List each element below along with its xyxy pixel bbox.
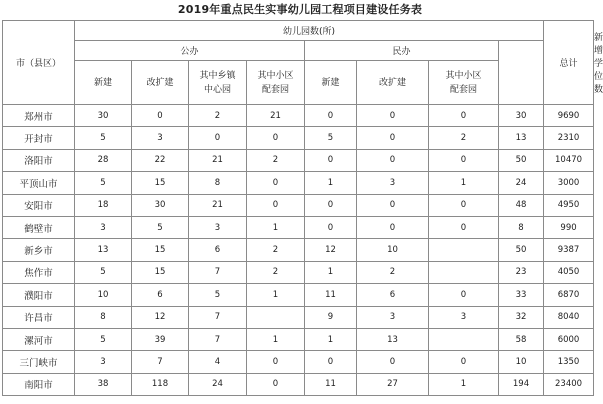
header-private-expand: 改扩建 xyxy=(357,61,429,105)
private-expand-cell: 10 xyxy=(357,239,429,261)
public-community-cell: 2 xyxy=(247,261,305,283)
city-cell: 开封市 xyxy=(3,127,75,149)
private-expand-cell: 0 xyxy=(357,216,429,238)
new-seats-cell: 6870 xyxy=(544,284,594,306)
public-community-cell: 0 xyxy=(247,172,305,194)
public-expand-cell: 3 xyxy=(132,127,189,149)
task-table: 市（县区） 幼儿园数(所) 总计 新增学位数 公办 民办 新建 改扩建 其中乡镇 中心园 其中小区 配套园 新建 改扩建 其中小区 配套园 郑州市 30 0 2 21 0 0 0 30 9690 开封市 5 3 0 0 5 0 2 13 2310 洛阳市 28 22 21 2 0 0 0 50 10470 平顶山市 5 15 8 0 1 3 1 24 3000 安阳市 18 30 21 0 0 0 0 48 4950 鹤壁市 3 5 3 1 0 0 0 8 990 新乡市 13 15 6 2 12 10 50 9387 焦作市 5 15 7 2 1 2 23 4050 濮阳市 10 6 5 1 11 6 0 33 6870 许昌市 8 12 7 9 3 3 32 8040 漯河市 5 39 7 1 1 13 58 6000 三门峡市 3 7 4 0 0 0 0 10 1350 南阳市 38 118 24 0 11 27 1 194 23400 xyxy=(2,20,594,396)
table-row xyxy=(3,284,594,306)
public-expand-cell: 118 xyxy=(132,373,189,395)
private-community-cell: 0 xyxy=(429,194,499,216)
public-community-cell: 2 xyxy=(247,149,305,171)
private-community-cell: 0 xyxy=(429,105,499,127)
public-new-cell: 28 xyxy=(75,149,132,171)
header-public-new: 新建 xyxy=(75,61,132,105)
new-seats-cell: 9690 xyxy=(544,105,594,127)
private-community-cell: 0 xyxy=(429,216,499,238)
total-cell: 33 xyxy=(499,284,544,306)
city-cell: 漯河市 xyxy=(3,328,75,350)
public-new-cell: 13 xyxy=(75,239,132,261)
new-seats-cell: 3000 xyxy=(544,172,594,194)
private-new-cell: 9 xyxy=(305,306,357,328)
header-private-new: 新建 xyxy=(305,61,357,105)
private-expand-cell: 6 xyxy=(357,284,429,306)
private-new-cell: 1 xyxy=(305,172,357,194)
public-expand-cell: 7 xyxy=(132,351,189,373)
private-community-cell: 0 xyxy=(429,284,499,306)
public-new-cell: 8 xyxy=(75,306,132,328)
public-township-cell: 6 xyxy=(189,239,247,261)
public-community-cell: 1 xyxy=(247,216,305,238)
public-township-cell: 7 xyxy=(189,306,247,328)
public-new-cell: 3 xyxy=(75,216,132,238)
private-community-cell: 0 xyxy=(429,351,499,373)
public-township-cell: 24 xyxy=(189,373,247,395)
public-township-cell: 7 xyxy=(189,328,247,350)
private-new-cell: 0 xyxy=(305,105,357,127)
private-community-cell xyxy=(429,239,499,261)
city-cell: 南阳市 xyxy=(3,373,75,395)
new-seats-cell: 4950 xyxy=(544,194,594,216)
public-expand-cell: 39 xyxy=(132,328,189,350)
private-community-cell: 0 xyxy=(429,149,499,171)
table-row xyxy=(3,328,594,350)
table-row xyxy=(3,127,594,149)
city-cell: 洛阳市 xyxy=(3,149,75,171)
new-seats-cell: 990 xyxy=(544,216,594,238)
total-cell: 32 xyxy=(499,306,544,328)
public-new-cell: 10 xyxy=(75,284,132,306)
public-expand-cell: 15 xyxy=(132,261,189,283)
public-community-cell: 0 xyxy=(247,127,305,149)
public-new-cell: 5 xyxy=(75,172,132,194)
table-row xyxy=(3,172,594,194)
public-community-cell: 21 xyxy=(247,105,305,127)
public-expand-cell: 0 xyxy=(132,105,189,127)
header-private: 民办 xyxy=(305,41,499,61)
new-seats-cell: 23400 xyxy=(544,373,594,395)
private-new-cell: 11 xyxy=(305,373,357,395)
total-cell: 24 xyxy=(499,172,544,194)
public-expand-cell: 30 xyxy=(132,194,189,216)
total-cell: 8 xyxy=(499,216,544,238)
public-township-cell: 0 xyxy=(189,127,247,149)
private-expand-cell: 2 xyxy=(357,261,429,283)
public-township-cell: 4 xyxy=(189,351,247,373)
private-community-cell: 2 xyxy=(429,127,499,149)
city-cell: 三门峡市 xyxy=(3,351,75,373)
table-row xyxy=(3,306,594,328)
total-cell: 48 xyxy=(499,194,544,216)
public-community-cell: 0 xyxy=(247,373,305,395)
table-row xyxy=(3,351,594,373)
public-expand-cell: 15 xyxy=(132,239,189,261)
header-private-community: 其中小区 配套园 xyxy=(429,61,499,105)
header-city: 市（县区） xyxy=(3,21,75,105)
city-cell: 鹤壁市 xyxy=(3,216,75,238)
public-community-cell: 1 xyxy=(247,284,305,306)
public-new-cell: 30 xyxy=(75,105,132,127)
total-cell: 194 xyxy=(499,373,544,395)
city-cell: 郑州市 xyxy=(3,105,75,127)
header-public-expand: 改扩建 xyxy=(132,61,189,105)
public-community-cell: 0 xyxy=(247,194,305,216)
private-community-cell: 1 xyxy=(429,172,499,194)
new-seats-cell: 10470 xyxy=(544,149,594,171)
private-expand-cell: 3 xyxy=(357,306,429,328)
private-expand-cell: 0 xyxy=(357,149,429,171)
total-cell: 50 xyxy=(499,149,544,171)
new-seats-cell: 2310 xyxy=(544,127,594,149)
private-expand-cell: 27 xyxy=(357,373,429,395)
public-expand-cell: 22 xyxy=(132,149,189,171)
private-expand-cell: 13 xyxy=(357,328,429,350)
header-public: 公办 xyxy=(75,41,305,61)
public-new-cell: 3 xyxy=(75,351,132,373)
private-community-cell: 3 xyxy=(429,306,499,328)
public-new-cell: 5 xyxy=(75,127,132,149)
header-public-township-center: 其中乡镇 中心园 xyxy=(189,61,247,105)
private-new-cell: 5 xyxy=(305,127,357,149)
table-title: 2019年重点民生实事幼儿园工程项目建设任务表 xyxy=(177,3,423,16)
header-kindergarten-count: 幼儿园数(所) xyxy=(75,21,544,41)
table-row xyxy=(3,216,594,238)
private-expand-cell: 3 xyxy=(357,172,429,194)
private-expand-cell: 0 xyxy=(357,351,429,373)
total-cell: 58 xyxy=(499,328,544,350)
total-cell: 10 xyxy=(499,351,544,373)
private-community-cell xyxy=(429,328,499,350)
table-row xyxy=(3,261,594,283)
private-new-cell: 1 xyxy=(305,261,357,283)
private-community-cell: 1 xyxy=(429,373,499,395)
private-expand-cell: 0 xyxy=(357,194,429,216)
private-new-cell: 0 xyxy=(305,351,357,373)
public-new-cell: 38 xyxy=(75,373,132,395)
new-seats-cell: 9387 xyxy=(544,239,594,261)
table-row xyxy=(3,239,594,261)
public-expand-cell: 12 xyxy=(132,306,189,328)
city-cell: 许昌市 xyxy=(3,306,75,328)
private-new-cell: 0 xyxy=(305,194,357,216)
total-cell: 50 xyxy=(499,239,544,261)
header-total: 总计 xyxy=(544,21,594,105)
total-cell: 23 xyxy=(499,261,544,283)
public-township-cell: 7 xyxy=(189,261,247,283)
total-cell: 13 xyxy=(499,127,544,149)
public-community-cell xyxy=(247,306,305,328)
table-row xyxy=(3,149,594,171)
public-expand-cell: 15 xyxy=(132,172,189,194)
public-township-cell: 21 xyxy=(189,149,247,171)
private-new-cell: 0 xyxy=(305,216,357,238)
private-new-cell: 1 xyxy=(305,328,357,350)
public-township-cell: 5 xyxy=(189,284,247,306)
public-township-cell: 21 xyxy=(189,194,247,216)
public-community-cell: 1 xyxy=(247,328,305,350)
private-community-cell xyxy=(429,261,499,283)
private-expand-cell: 0 xyxy=(357,127,429,149)
public-township-cell: 2 xyxy=(189,105,247,127)
header-public-community: 其中小区 配套园 xyxy=(247,61,305,105)
total-cell: 30 xyxy=(499,105,544,127)
new-seats-cell: 6000 xyxy=(544,328,594,350)
private-new-cell: 12 xyxy=(305,239,357,261)
public-township-cell: 8 xyxy=(189,172,247,194)
public-community-cell: 0 xyxy=(247,351,305,373)
new-seats-cell: 4050 xyxy=(544,261,594,283)
city-cell: 焦作市 xyxy=(3,261,75,283)
city-cell: 濮阳市 xyxy=(3,284,75,306)
public-new-cell: 18 xyxy=(75,194,132,216)
public-new-cell: 5 xyxy=(75,261,132,283)
public-expand-cell: 5 xyxy=(132,216,189,238)
table-row xyxy=(3,105,594,127)
public-township-cell: 3 xyxy=(189,216,247,238)
private-new-cell: 0 xyxy=(305,149,357,171)
city-cell: 平顶山市 xyxy=(3,172,75,194)
city-cell: 新乡市 xyxy=(3,239,75,261)
private-expand-cell: 0 xyxy=(357,105,429,127)
public-new-cell: 5 xyxy=(75,328,132,350)
table-row xyxy=(3,373,594,395)
public-expand-cell: 6 xyxy=(132,284,189,306)
private-new-cell: 11 xyxy=(305,284,357,306)
city-cell: 安阳市 xyxy=(3,194,75,216)
table-row xyxy=(3,194,594,216)
new-seats-cell: 1350 xyxy=(544,351,594,373)
new-seats-cell: 8040 xyxy=(544,306,594,328)
public-community-cell: 2 xyxy=(247,239,305,261)
